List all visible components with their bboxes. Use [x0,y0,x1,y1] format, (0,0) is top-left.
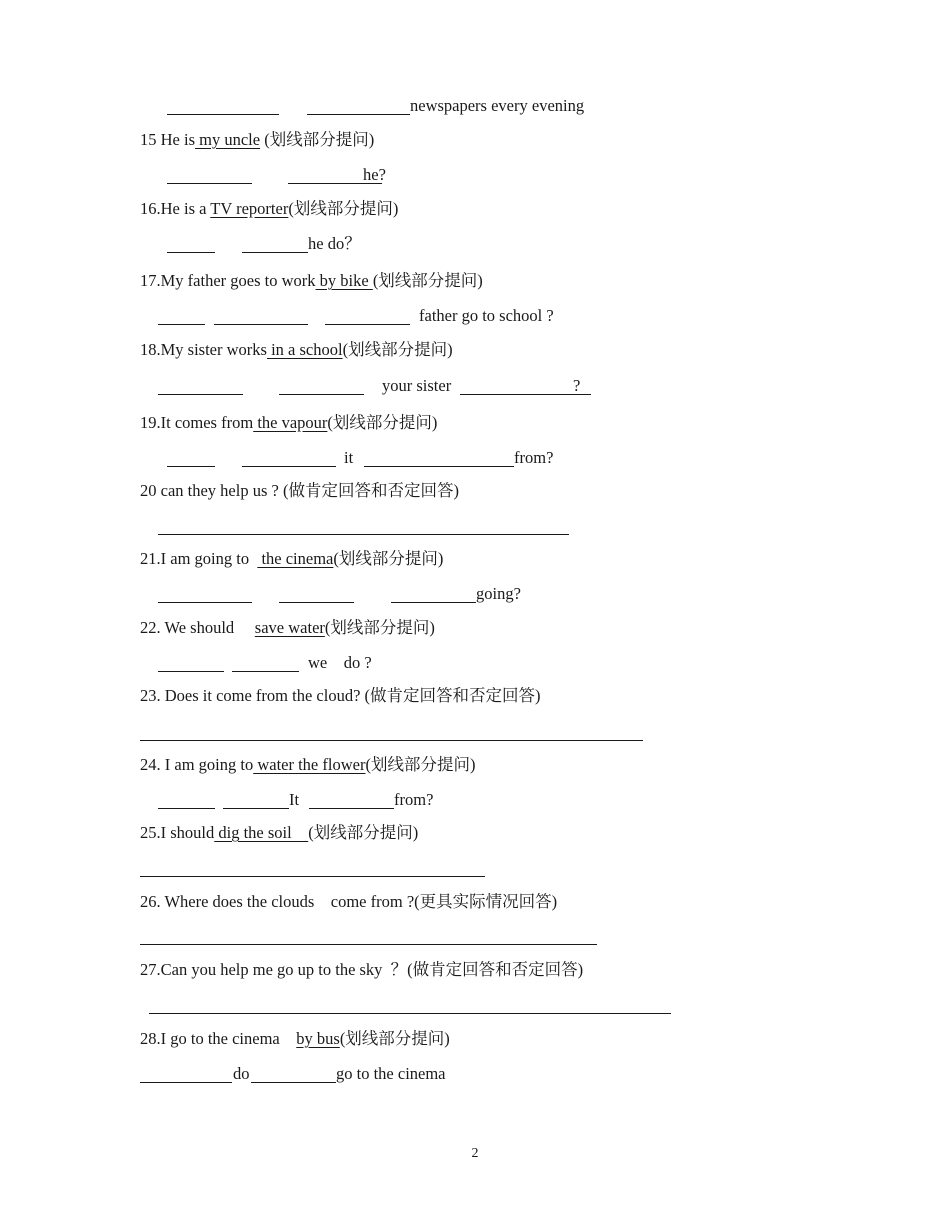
answer-text: it [344,448,354,467]
answer-blank[interactable] [167,252,215,253]
answer-blank[interactable] [158,602,252,603]
answer-blank[interactable] [167,183,252,184]
answer-blank[interactable] [279,394,364,395]
answer-text: your sister [382,376,452,395]
answer-blank[interactable] [232,671,299,672]
answer-text: we do ? [308,653,372,672]
answer-text: from? [514,448,554,467]
answer-line[interactable] [140,944,597,945]
answer-blank[interactable] [460,394,591,395]
answer-blank[interactable] [167,114,279,115]
answer-blank[interactable] [279,602,354,603]
answer-text: father go to school ? [419,306,554,325]
answer-blank[interactable] [223,808,289,809]
answer-text: go to the cinema [336,1064,446,1083]
question-25: 25.I should dig the soil (划线部分提问) [140,823,419,842]
answer-blank[interactable] [391,602,476,603]
question-mark: ? [573,376,581,395]
question-28: 28.I go to the cinema by bus(划线部分提问) [140,1029,450,1048]
answer-blank[interactable] [158,671,224,672]
answer-line[interactable] [158,534,569,535]
answer-blank[interactable] [364,466,514,467]
answer-line[interactable] [149,1013,671,1014]
answer-blank[interactable] [140,1082,232,1083]
answer-text: going? [476,584,521,603]
question-22: 22. We should save water(划线部分提问) [140,618,435,637]
answer-text: from? [394,790,434,809]
question-18: 18.My sister works in a school(划线部分提问) [140,340,453,359]
question-19: 19.It comes from the vapour(划线部分提问) [140,413,438,432]
answer-text: do [233,1064,250,1083]
answer-blank[interactable] [307,114,410,115]
question-23: 23. Does it come from the cloud? (做肯定回答和否定回答) [140,686,541,705]
question-15: 15 He is my uncle (划线部分提问) [140,130,375,149]
answer-blank[interactable] [242,252,308,253]
answer-blank[interactable] [158,324,205,325]
answer-blank[interactable] [309,808,394,809]
answer-blank[interactable] [214,324,308,325]
answer-line[interactable] [140,740,643,741]
question-21: 21.I am going to the cinema(划线部分提问) [140,549,444,568]
page-number: 2 [471,1146,479,1161]
answer-blank[interactable] [325,324,410,325]
answer-blank[interactable] [167,466,215,467]
answer-text: newspapers every evening [410,96,585,115]
answer-blank[interactable] [251,1082,336,1083]
question-17: 17.My father goes to work by bike (划线部分提问) [140,271,483,290]
question-20: 20 can they help us ? (做肯定回答和否定回答) [140,481,459,500]
question-24: 24. I am going to water the flower(划线部分提问) [140,755,476,774]
question-16: 16.He is a TV reporter(划线部分提问) [140,199,399,218]
answer-text: It [289,790,300,809]
answer-text: he do？ [308,234,361,253]
answer-blank[interactable] [158,808,215,809]
answer-blank[interactable] [158,394,243,395]
question-27: 27.Can you help me go up to the sky ？(做肯定回答和否定回答) [140,960,584,979]
answer-text: he? [363,165,386,184]
answer-blank[interactable] [242,466,336,467]
question-26: 26. Where does the clouds come from ?(更具实际情况回答) [140,892,558,911]
answer-line[interactable] [140,876,485,877]
